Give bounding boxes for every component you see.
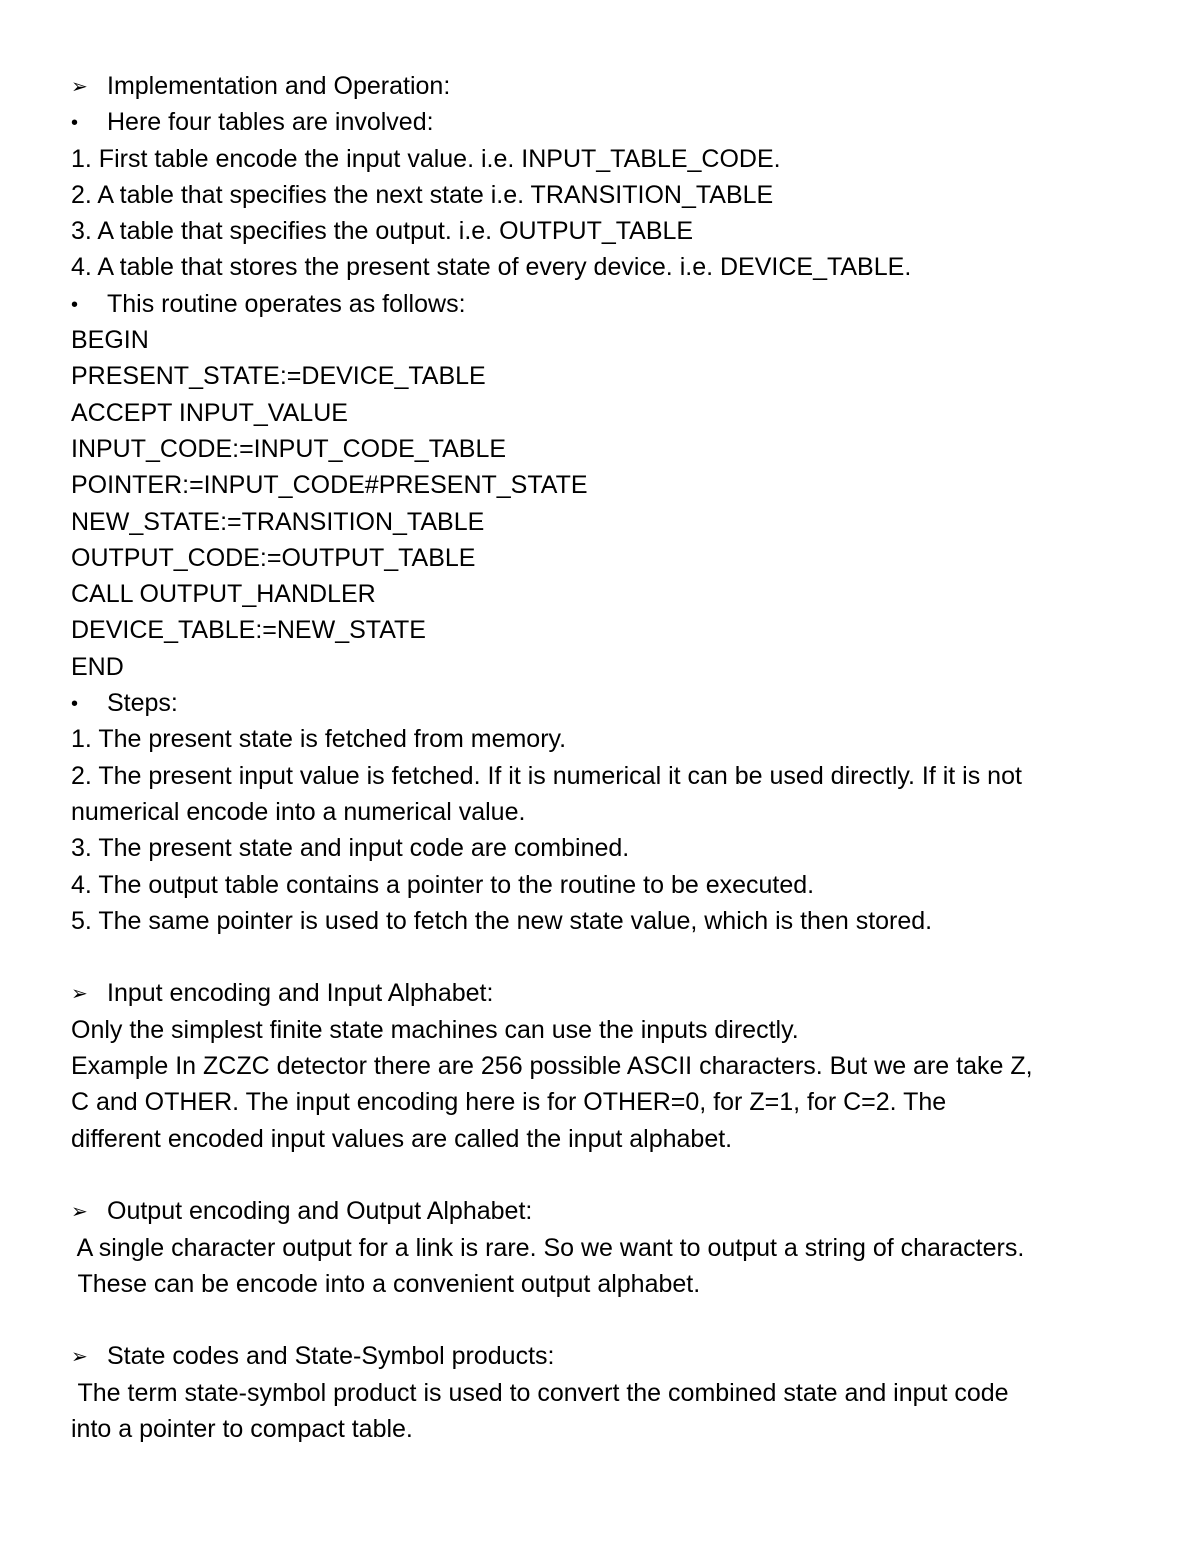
paragraph-line: Example In ZCZC detector there are 256 possible ASCII characters. But we are take Z, <box>71 1052 1033 1081</box>
step-item: 5. The same pointer is used to fetch the new state value, which is then stored. <box>71 906 933 935</box>
code-line: NEW_STATE:=TRANSITION_TABLE <box>71 507 485 536</box>
bullet-text: Here four tables are involved: <box>107 108 434 137</box>
document-page <box>71 68 1151 1447</box>
code-line: DEVICE_TABLE:=NEW_STATE <box>71 616 426 645</box>
dot-bullet-icon: • <box>71 112 79 135</box>
arrow-bullet-icon: ➢ <box>71 1346 88 1369</box>
dot-bullet-icon: • <box>71 293 79 316</box>
code-line: POINTER:=INPUT_CODE#PRESENT_STATE <box>71 471 588 500</box>
bullet-text: This routine operates as follows: <box>107 289 466 318</box>
section-heading <box>71 68 1151 104</box>
paragraph-line: different encoded input values are called the input alphabet. <box>71 1124 733 1153</box>
list-item: 4. A table that stores the present state of every device. i.e. DEVICE_TABLE. <box>71 253 912 282</box>
code-line: INPUT_CODE:=INPUT_CODE_TABLE <box>71 434 507 463</box>
dot-bullet-icon: • <box>71 693 79 716</box>
step-item: 3. The present state and input code are combined. <box>71 834 630 863</box>
bullet-text: Steps: <box>107 689 178 718</box>
step-item: 2. The present input value is fetched. If it is numerical it can be used directly. If it is not <box>71 761 1022 790</box>
heading-text: Input encoding and Input Alphabet: <box>107 979 494 1008</box>
arrow-bullet-icon: ➢ <box>71 1201 88 1224</box>
bullet-item <box>71 286 1151 322</box>
section-heading <box>71 975 1151 1011</box>
heading-text: State codes and State-Symbol products: <box>107 1342 555 1371</box>
step-item: 1. The present state is fetched from memory. <box>71 725 567 754</box>
code-line: ACCEPT INPUT_VALUE <box>71 398 348 427</box>
bullet-item <box>71 104 1151 140</box>
section-heading <box>71 1193 1151 1229</box>
paragraph-line: C and OTHER. The input encoding here is for OTHER=0, for Z=1, for C=2. The <box>71 1088 947 1117</box>
spacer <box>71 1157 1151 1193</box>
bullet-item <box>71 685 1151 721</box>
heading-text: Implementation and Operation: <box>107 72 451 100</box>
list-item: 1. First table encode the input value. i.e. INPUT_TABLE_CODE. <box>71 144 781 173</box>
arrow-bullet-icon: ➢ <box>71 983 88 1006</box>
paragraph-line: These can be encode into a convenient output alphabet. <box>71 1269 701 1298</box>
step-item: 4. The output table contains a pointer to the routine to be executed. <box>71 870 815 899</box>
code-line: PRESENT_STATE:=DEVICE_TABLE <box>71 362 486 391</box>
list-item: 2. A table that specifies the next state i.e. TRANSITION_TABLE <box>71 180 774 209</box>
spacer <box>71 939 1151 975</box>
code-line: OUTPUT_CODE:=OUTPUT_TABLE <box>71 543 476 572</box>
paragraph-line: into a pointer to compact table. <box>71 1414 413 1443</box>
code-line: CALL OUTPUT_HANDLER <box>71 580 376 609</box>
heading-text: Output encoding and Output Alphabet: <box>107 1197 533 1226</box>
step-item: numerical encode into a numerical value. <box>71 797 526 826</box>
list-item: 3. A table that specifies the output. i.e. OUTPUT_TABLE <box>71 217 694 246</box>
section-heading <box>71 1338 1151 1374</box>
paragraph-line: The term state-symbol product is used to convert the combined state and input code <box>71 1378 1009 1407</box>
spacer <box>71 1302 1151 1338</box>
code-line: BEGIN <box>71 326 149 355</box>
paragraph-line: A single character output for a link is rare. So we want to output a string of characters. <box>71 1233 1025 1262</box>
code-line: END <box>71 652 124 681</box>
paragraph-line: Only the simplest finite state machines can use the inputs directly. <box>71 1015 799 1044</box>
arrow-bullet-icon: ➢ <box>71 76 88 98</box>
